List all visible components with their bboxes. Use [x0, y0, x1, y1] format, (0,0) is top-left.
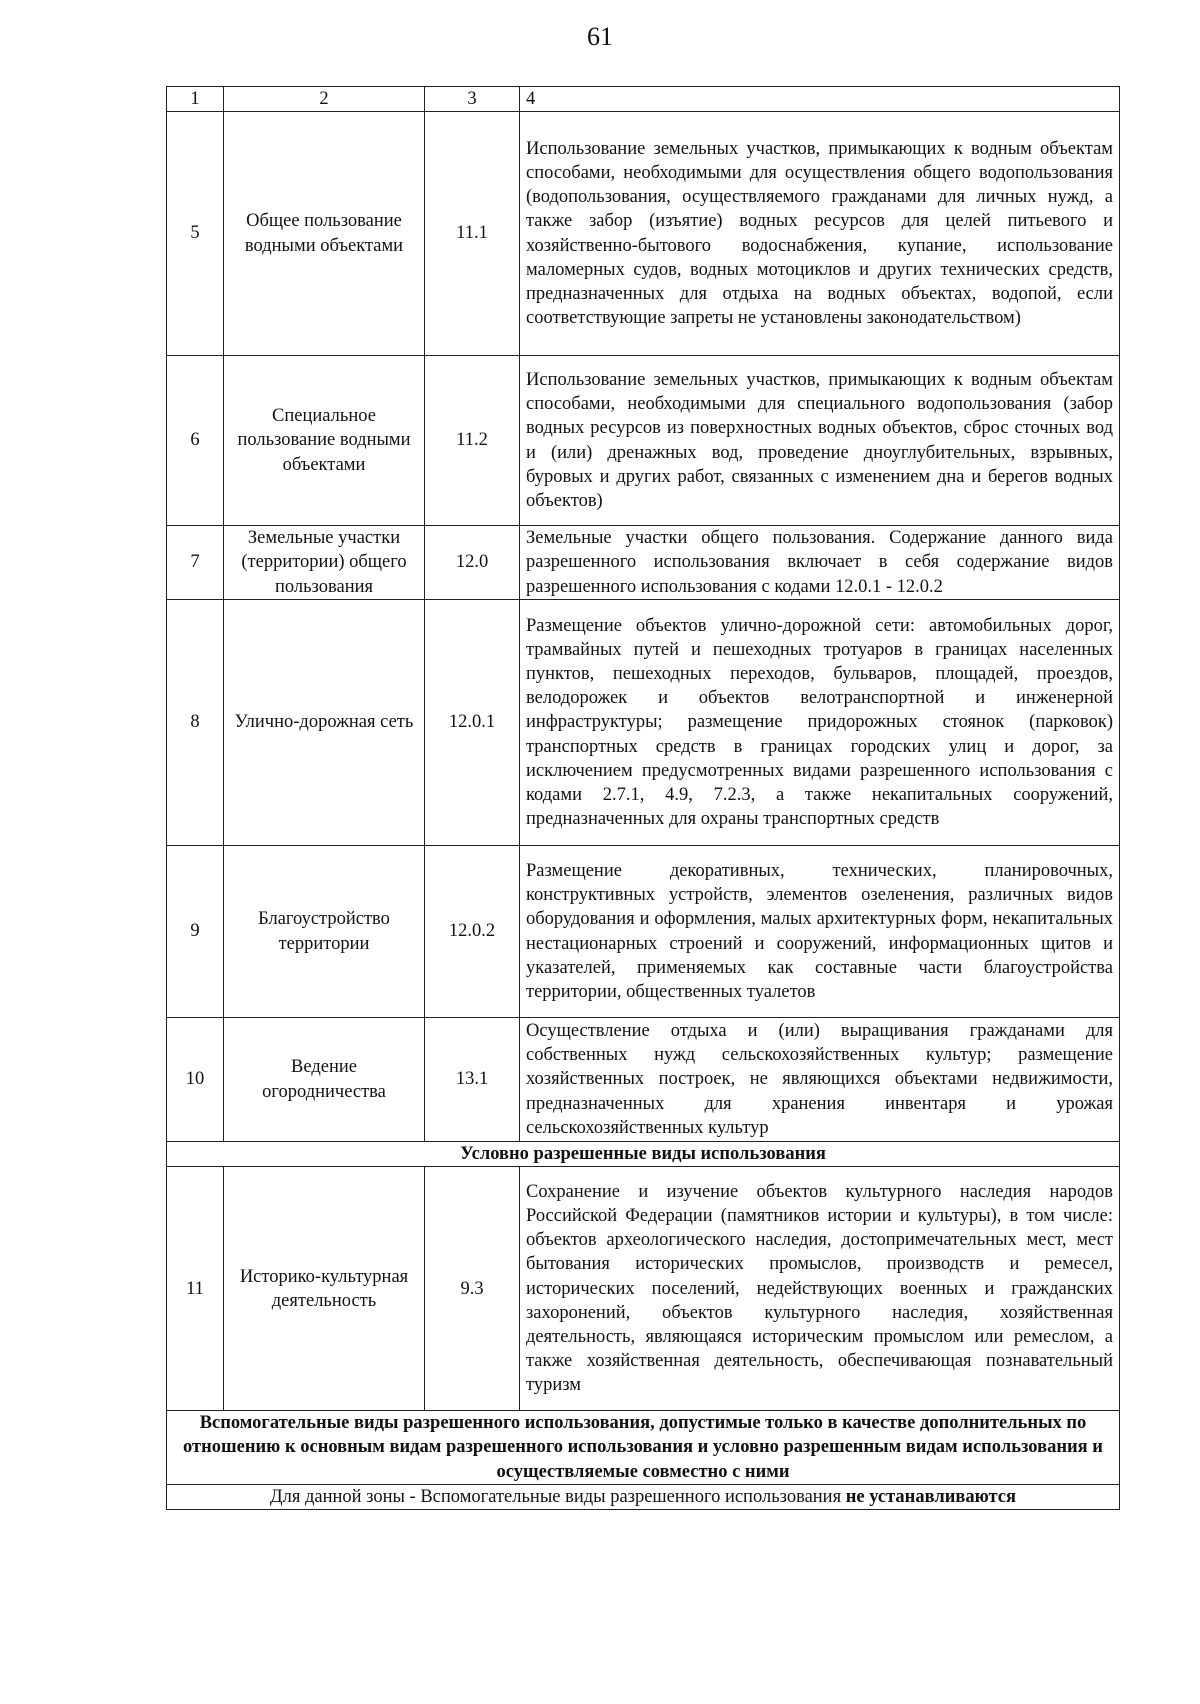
row-number: 11 [167, 1167, 224, 1411]
auxiliary-note [167, 1484, 1120, 1509]
use-type-name: Специальное пользование водными объектами [224, 356, 425, 526]
page-number: 61 [587, 22, 613, 51]
table-row [167, 356, 1120, 526]
header-col-4: 4 [520, 87, 1120, 112]
table-row [167, 1167, 1120, 1411]
table-row [167, 526, 1120, 600]
row-number: 5 [167, 112, 224, 356]
section-row [167, 1142, 1120, 1167]
use-type-code: 13.1 [425, 1018, 520, 1142]
use-type-code: 12.0.1 [425, 600, 520, 846]
use-type-name: Ведение огородничества [224, 1018, 425, 1142]
header-col-3: 3 [425, 87, 520, 112]
table-row [167, 112, 1120, 356]
use-type-description: Сохранение и изучение объектов культурного наследия народов Российской Федерации (памятников истории и культуры), в том числе: объектов археологического наследия, достопримечательных мест, мест бытования исторических промыслов, производств и ремесел, исторических поселений, недействующих военных и гражданских захоронений, объектов культурного наследия, хозяйственная деятельность, являющаяся историческим промыслом или ремеслом, а также хозяйственная деятельность, обеспечивающая познавательный туризм [520, 1167, 1120, 1411]
table-row [167, 600, 1120, 846]
use-type-name: Общее пользование водными объектами [224, 112, 425, 356]
land-use-table [166, 86, 1120, 1510]
use-type-description: Земельные участки общего пользования. Содержание данного вида разрешенного использования включает в себя содержание видов разрешенного использования с кодами 12.0.1 - 12.0.2 [520, 526, 1120, 600]
table-row [167, 1018, 1120, 1142]
note-emphasis: не устанавливаются [845, 1486, 1017, 1507]
row-number: 10 [167, 1018, 224, 1142]
use-type-name: Земельные участки (территории) общего пользования [224, 526, 425, 600]
use-type-code: 12.0 [425, 526, 520, 600]
header-col-1: 1 [167, 87, 224, 112]
use-type-code: 11.1 [425, 112, 520, 356]
section-row [167, 1411, 1120, 1485]
row-number: 7 [167, 526, 224, 600]
table-header-row [167, 87, 1120, 112]
use-type-name: Улично-дорожная сеть [224, 600, 425, 846]
use-type-code: 12.0.2 [425, 846, 520, 1018]
section-title-auxiliary: Вспомогательные виды разрешенного использования, допустимые только в качестве дополнительных по отношению к основным видам разрешенного использования и условно разрешенным видам использования и осуществляемые совместно с ними [167, 1411, 1120, 1485]
row-number: 9 [167, 846, 224, 1018]
use-type-code: 11.2 [425, 356, 520, 526]
header-col-2: 2 [224, 87, 425, 112]
use-type-description: Осуществление отдыха и (или) выращивания гражданами для собственных нужд сельскохозяйственных культур; размещение хозяйственных построек, не являющихся объектами недвижимости, предназначенных для хранения инвентаря и урожая сельскохозяйственных культур [520, 1018, 1120, 1142]
note-row [167, 1484, 1120, 1509]
use-type-name: Историко-культурная деятельность [224, 1167, 425, 1411]
row-number: 6 [167, 356, 224, 526]
table-row [167, 846, 1120, 1018]
use-type-name: Благоустройство территории [224, 846, 425, 1018]
note-text: Для данной зоны - Вспомогательные виды разрешенного использования [269, 1486, 846, 1507]
use-type-description: Использование земельных участков, примыкающих к водным объектам способами, необходимыми для осуществления общего водопользования (водопользования, осуществляемого гражданами для личных нужд, а также забор (изъятие) водных ресурсов для целей питьевого и хозяйственно-бытового водоснабжения, купание, использование маломерных судов, водных мотоциклов и других технических средств, предназначенных для отдыха на водных объектах, водопой, если соответствующие запреты не установлены законодательством) [520, 112, 1120, 356]
use-type-description: Размещение декоративных, технических, планировочных, конструктивных устройств, элементов озеленения, различных видов оборудования и оформления, малых архитектурных форм, некапитальных нестационарных строений и сооружений, информационных щитов и указателей, применяемых как составные части благоустройства территории, общественных туалетов [520, 846, 1120, 1018]
section-title-conditional: Условно разрешенные виды использования [167, 1142, 1120, 1167]
use-type-description: Размещение объектов улично-дорожной сети: автомобильных дорог, трамвайных путей и пешеходных тротуаров в границах населенных пунктов, пешеходных переходов, бульваров, площадей, проездов, велодорожек и объектов велотранспортной и инженерной инфраструктуры; размещение придорожных стоянок (парковок) транспортных средств в границах городских улиц и дорог, за исключением предусмотренных видами разрешенного использования с кодами 2.7.1, 4.9, 7.2.3, а также некапитальных сооружений, предназначенных для охраны транспортных средств [520, 600, 1120, 846]
use-type-code: 9.3 [425, 1167, 520, 1411]
row-number: 8 [167, 600, 224, 846]
use-type-description: Использование земельных участков, примыкающих к водным объектам способами, необходимыми для специального водопользования (забор водных ресурсов из поверхностных водных объектов, сброс сточных вод и (или) дренажных вод, проведение дноуглубительных, взрывных, буровых и других работ, связанных с изменением дна и берегов водных объектов) [520, 356, 1120, 526]
